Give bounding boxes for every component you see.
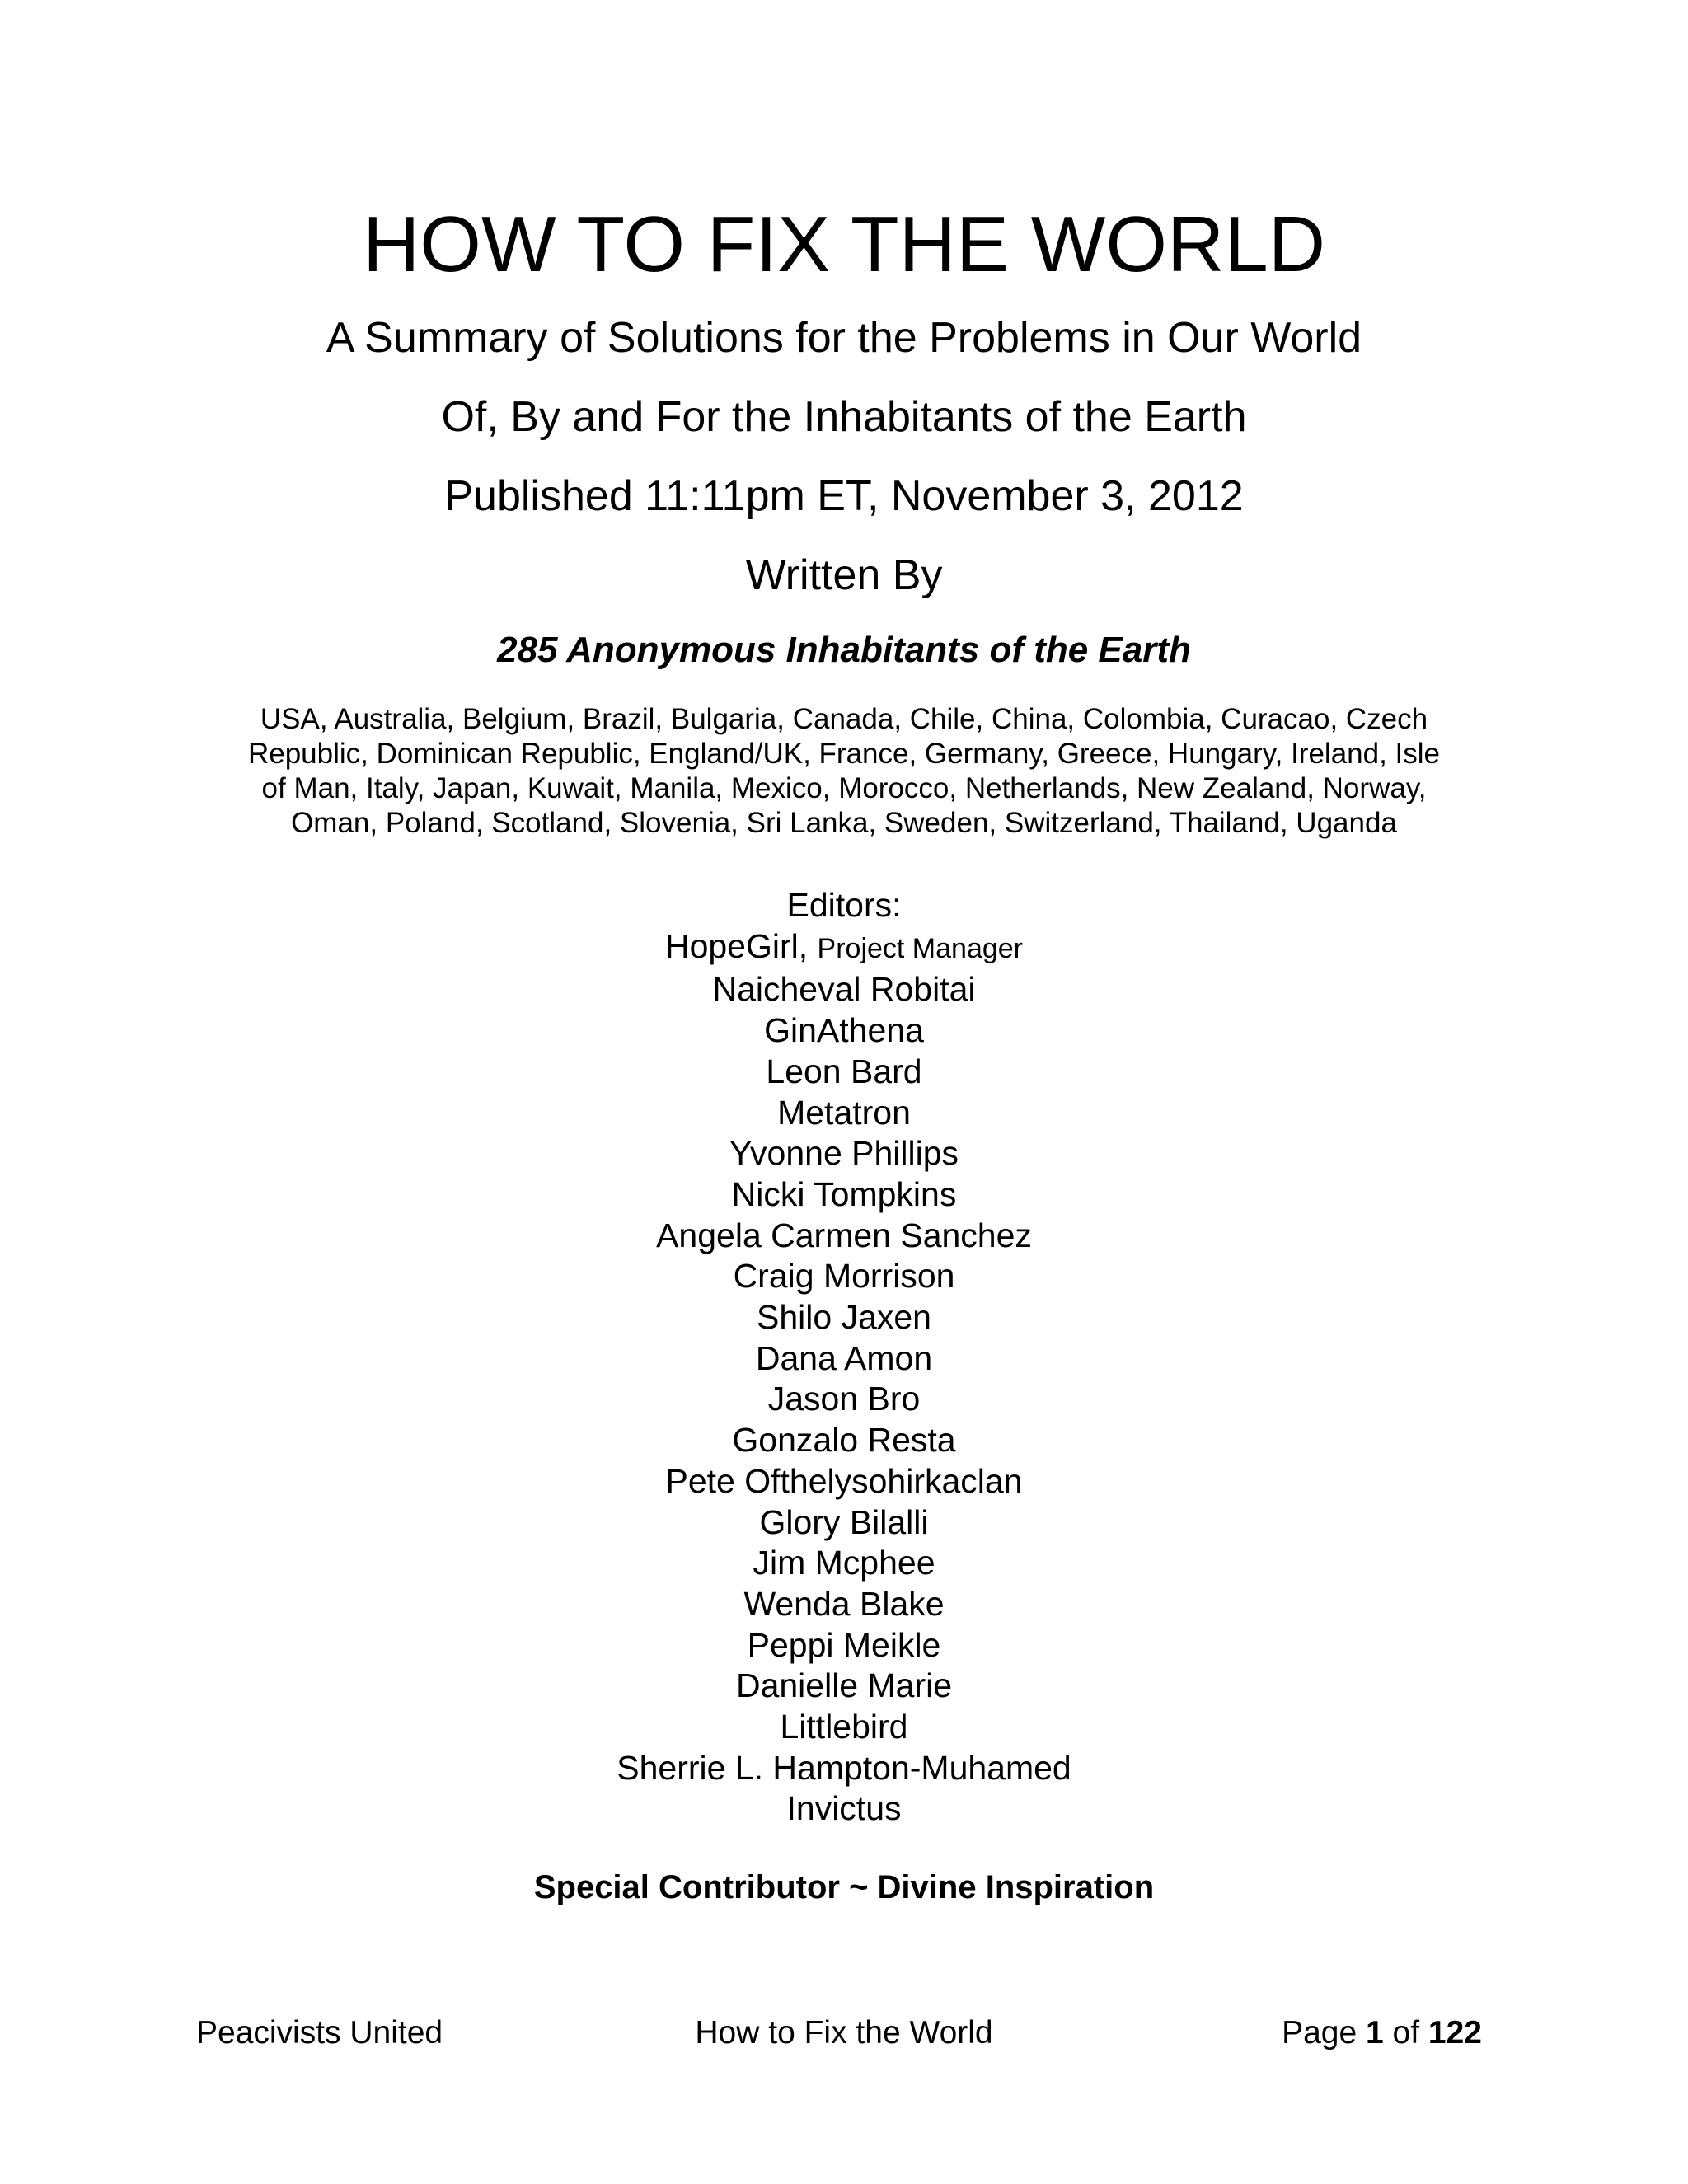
- editor-name: Dana Amon: [755, 1338, 933, 1377]
- special-contributor: Special Contributor ~ Divine Inspiration: [533, 1869, 1155, 1905]
- editor-name: Pete Ofthelysohirkaclan: [665, 1461, 1023, 1500]
- editor-name: Sherrie L. Hampton-Muhamed: [617, 1748, 1071, 1787]
- editor-name: Angela Carmen Sanchez: [656, 1216, 1032, 1254]
- lead-editor-name: HopeGirl,: [664, 926, 809, 965]
- document-subtitle: A Summary of Solutions for the Problems in Our World: [326, 314, 1362, 362]
- editor-name: Leon Bard: [766, 1052, 922, 1090]
- editor-name: Craig Morrison: [733, 1257, 955, 1296]
- page-label: Page: [1282, 2015, 1357, 2050]
- editor-name: Wenda Blake: [743, 1584, 945, 1623]
- countries-line: Republic, Dominican Republic, England/UK, France, Germany, Greece, Hungary, Ireland, Isle: [247, 738, 1441, 770]
- countries-line: Oman, Poland, Scotland, Slovenia, Sri Lanka, Sweden, Switzerland, Thailand, Uganda: [291, 807, 1397, 839]
- editor-name: Jim Mcphee: [753, 1544, 935, 1582]
- editor-name: Peppi Meikle: [747, 1625, 941, 1664]
- page-total: 122: [1428, 2015, 1482, 2050]
- editor-name: Jason Bro: [767, 1380, 921, 1418]
- countries-list: [198, 702, 1490, 841]
- editor-name: Danielle Marie: [735, 1666, 953, 1705]
- editor-name: Glory Bilalli: [759, 1502, 929, 1541]
- editor-name: Metatron: [777, 1093, 911, 1132]
- countries-line: of Man, Italy, Japan, Kuwait, Manila, Mexico, Morocco, Netherlands, New Zealand, Norway,: [261, 772, 1427, 804]
- written-by-label: Written By: [745, 551, 943, 599]
- editor-name: Nicki Tompkins: [731, 1174, 957, 1213]
- editor-name: Shilo Jaxen: [757, 1298, 931, 1337]
- authors-line: 285 Anonymous Inhabitants of the Earth: [497, 630, 1191, 670]
- page-current: 1: [1366, 2015, 1384, 2050]
- lead-editor-role: Project Manager: [817, 932, 1024, 964]
- editor-name: GinAthena: [764, 1011, 924, 1050]
- editor-name: Invictus: [786, 1789, 902, 1828]
- lead-editor: [0, 926, 1688, 970]
- editor-name: Naicheval Robitai: [712, 970, 976, 1009]
- editor-name: Gonzalo Resta: [732, 1421, 956, 1460]
- footer-page-number: [1282, 2014, 1482, 2052]
- footer-publisher: Peacivists United: [196, 2015, 443, 2050]
- page-of-label: of: [1392, 2015, 1420, 2050]
- editor-name: Yvonne Phillips: [729, 1134, 959, 1173]
- editors-section: [0, 885, 1688, 1830]
- document-dedication: Of, By and For the Inhabitants of the Earth: [441, 393, 1247, 441]
- document-title: HOW TO FIX THE WORLD: [362, 200, 1326, 288]
- editor-name: Littlebird: [780, 1708, 908, 1746]
- editors-heading: Editors:: [786, 886, 902, 924]
- footer-title: How to Fix the World: [695, 2015, 993, 2050]
- countries-line: USA, Australia, Belgium, Brazil, Bulgaria, Canada, Chile, China, Colombia, Curacao, Czech: [260, 703, 1428, 735]
- publication-date: Published 11:11pm ET, November 3, 2012: [444, 472, 1244, 520]
